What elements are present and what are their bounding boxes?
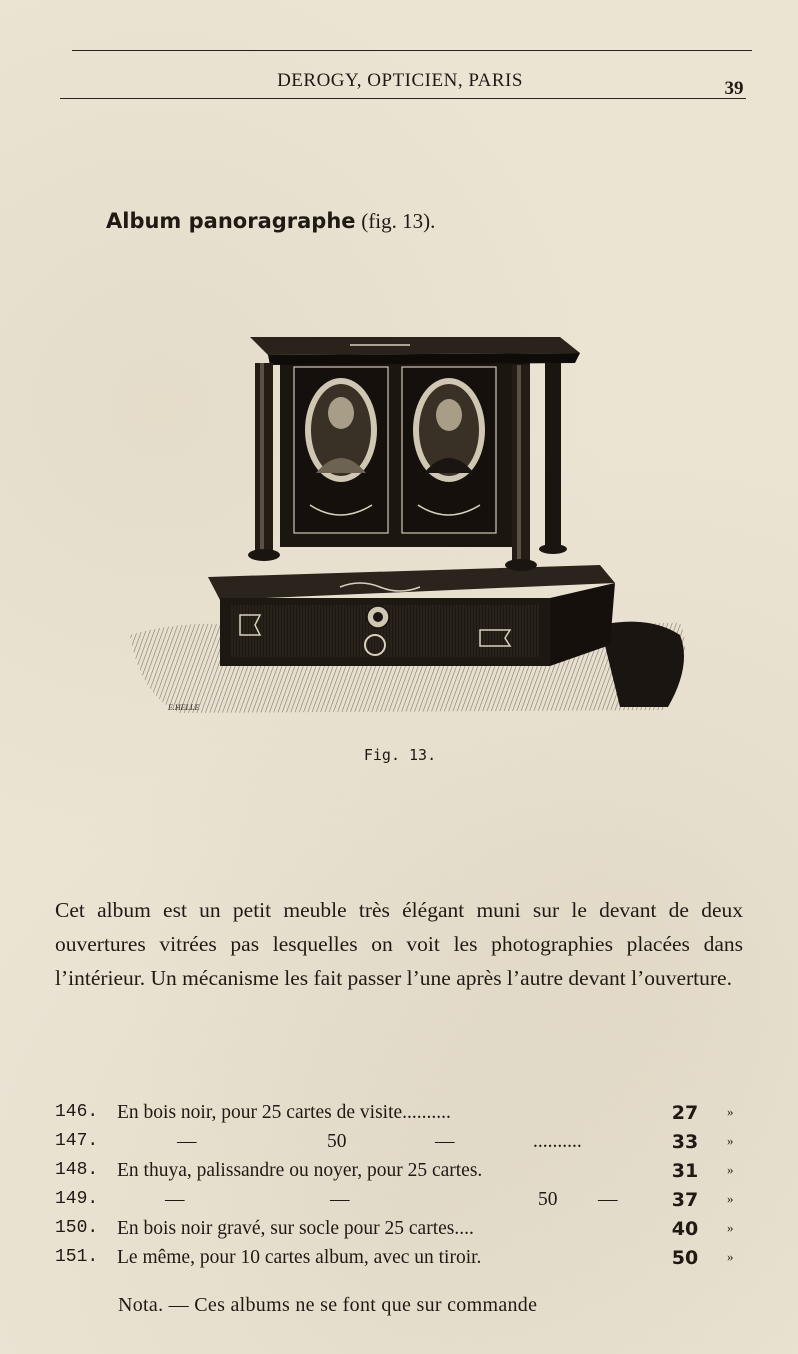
item-description: En bois noir gravé, sur socle pour 25 cartes.... <box>117 1218 474 1239</box>
item-price: 37 <box>671 1189 699 1211</box>
price-row <box>55 1247 755 1277</box>
item-description: Le même, pour 10 cartes album, avec un tiroir. <box>117 1247 482 1268</box>
price-row <box>55 1160 755 1190</box>
heading-title: Album panoragraphe <box>106 209 356 233</box>
item-number: 149. <box>55 1189 99 1209</box>
cabinet-body <box>248 337 580 571</box>
running-header: DEROGY, OPTICIEN, PARIS <box>277 70 523 91</box>
item-price: 33 <box>671 1131 699 1153</box>
item-price: 40 <box>671 1218 699 1240</box>
item-description: En bois noir, pour 25 cartes de visite.......... <box>117 1102 451 1123</box>
item-number: 148. <box>55 1160 99 1180</box>
album-cabinet-engraving <box>120 315 700 725</box>
figure-caption: Fig. 13. <box>363 746 437 764</box>
item-price: 31 <box>671 1160 699 1182</box>
item-number: 150. <box>55 1218 99 1238</box>
item-description: En thuya, palissandre ou noyer, pour 25 cartes. <box>117 1160 483 1181</box>
ditto-dash: — <box>165 1189 185 1210</box>
ditto-dash: — <box>330 1189 350 1210</box>
item-cents: » <box>727 1162 734 1177</box>
item-number: 147. <box>55 1131 99 1151</box>
engraver-signature: E.HELLE <box>168 703 200 712</box>
description-paragraph: Cet album est un petit meuble très élégant muni sur le devant de deux ouvertures vitrées pas lesquelles on voit les photographies placées dans l’intérieur. Un mécanisme les fait passer l’une après l’autre devant l’ouverture. <box>55 898 743 990</box>
item-quantity: 50 <box>538 1189 558 1210</box>
price-row <box>55 1218 755 1248</box>
price-row <box>55 1189 755 1219</box>
item-cents: » <box>727 1249 734 1264</box>
header-bottom-rule <box>60 98 746 99</box>
price-row <box>55 1131 755 1161</box>
price-row <box>55 1102 755 1132</box>
item-price: 27 <box>671 1102 699 1124</box>
ditto-dash: — <box>598 1189 618 1210</box>
ditto-dash: — <box>435 1131 455 1152</box>
leader-dots: .......... <box>533 1131 582 1152</box>
page-number: 39 <box>724 78 744 99</box>
item-cents: » <box>727 1133 734 1148</box>
cabinet-base <box>208 565 615 666</box>
item-cents: » <box>727 1104 734 1119</box>
section-heading <box>106 208 435 234</box>
item-number: 146. <box>55 1102 99 1122</box>
item-number: 151. <box>55 1247 99 1267</box>
item-cents: » <box>727 1191 734 1206</box>
item-cents: » <box>727 1220 734 1235</box>
header-top-rule <box>72 50 752 51</box>
heading-figure-ref: (fig. 13). <box>361 209 436 233</box>
item-price: 50 <box>671 1247 699 1269</box>
ditto-dash: — <box>177 1131 197 1152</box>
item-quantity: 50 <box>327 1131 347 1152</box>
nota-footnote: Nota. — Ces albums ne se font que sur commande <box>118 1294 538 1316</box>
